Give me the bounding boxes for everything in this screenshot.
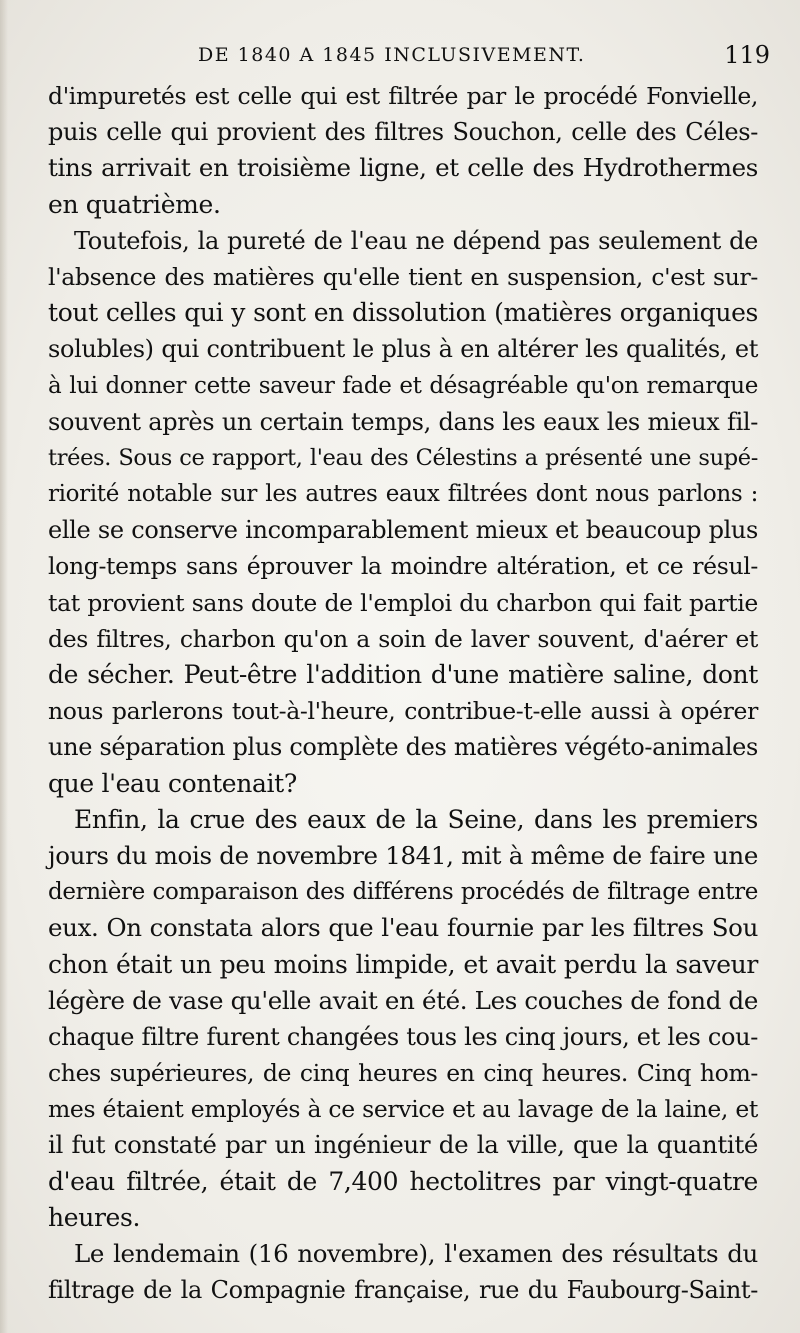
text-line: à lui donner cette saveur fade et désagréable qu'on remarque <box>48 372 758 399</box>
text-line: tout celles qui y sont en dissolution (matières organiques <box>48 298 758 328</box>
text-line: d'eau filtrée, était de 7,400 hectolitres par vingt-quatre <box>48 1166 758 1196</box>
text-line: elle se conserve incomparablement mieux et beaucoup plus <box>48 516 758 545</box>
page-spine-shadow <box>0 0 8 1333</box>
text-line: long-temps sans éprouver la moindre altération, et ce résul- <box>48 552 758 581</box>
text-line: l'absence des matières qu'elle tient en suspension, c'est sur- <box>48 262 758 291</box>
text-line: solubles) qui contribuent le plus à en altérer les qualités, et <box>48 335 758 364</box>
page-header <box>48 40 770 70</box>
text-line: tins arrivait en troisième ligne, et celle des Hydrothermes <box>48 153 758 183</box>
text-line: mes étaient employés à ce service et au lavage de la laine, et <box>48 1095 758 1124</box>
text-line: riorité notable sur les autres eaux filtrées dont nous parlons : <box>48 481 758 508</box>
text-line: d'impuretés est celle qui est filtrée par le procédé Fonvielle, <box>48 82 758 110</box>
text-line: chaque filtre furent changées tous les cinq jours, et les cou- <box>48 1022 758 1051</box>
text-line: souvent après un certain temps, dans les eaux les mieux fil- <box>48 407 758 436</box>
text-line: jours du mois de novembre 1841, mit à même de faire une <box>48 840 758 870</box>
text-line: filtrage de la Compagnie française, rue du Faubourg-Saint- <box>48 1276 758 1305</box>
text-line: une séparation plus complète des matières végéto-animales <box>48 733 758 762</box>
text-line: chon était un peu moins limpide, et avait perdu la saveur <box>48 949 758 979</box>
paragraph <box>48 1236 758 1308</box>
text-line: Enfin, la crue des eaux de la Seine, dans les premiers <box>74 804 758 834</box>
text-line: Le lendemain (16 novembre), l'examen des résultats du <box>74 1239 758 1268</box>
text-line: dernière comparaison des différens procédés de filtrage entre <box>48 879 758 906</box>
text-line: tat provient sans doute de l'emploi du charbon qui fait partie <box>48 588 758 617</box>
text-line: eux. On constata alors que l'eau fournie par les filtres Sou <box>48 913 758 943</box>
paragraph <box>48 223 758 802</box>
text-line: Toutefois, la pureté de l'eau ne dépend pas seulement de <box>74 226 758 255</box>
paragraph <box>48 802 758 1236</box>
text-line: il fut constaté par un ingénieur de la ville, que la quantité <box>48 1130 758 1160</box>
text-line: heures. <box>48 1202 141 1232</box>
page-number: 119 <box>724 41 770 69</box>
text-line: puis celle qui provient des filtres Souchon, celle des Céles- <box>48 118 758 147</box>
text-line: nous parlerons tout-à-l'heure, contribue-t-elle aussi à opérer <box>48 697 758 726</box>
text-line: de sécher. Peut-être l'addition d'une matière saline, dont <box>48 660 758 689</box>
text-line: ches supérieures, de cinq heures en cinq heures. Cinq hom- <box>48 1059 758 1088</box>
text-line: trées. Sous ce rapport, l'eau des Célestins a présenté une supé- <box>48 444 758 471</box>
text-line: que l'eau contenait? <box>48 768 297 798</box>
text-line: des filtres, charbon qu'on a soin de laver souvent, d'aérer et <box>48 624 758 653</box>
text-line: légère de vase qu'elle avait en été. Les couches de fond de <box>48 985 758 1015</box>
paragraph <box>48 78 758 223</box>
text-line: en quatrième. <box>48 189 221 219</box>
running-title: DE 1840 A 1845 INCLUSIVEMENT. <box>198 44 586 66</box>
body-text <box>48 78 758 1308</box>
